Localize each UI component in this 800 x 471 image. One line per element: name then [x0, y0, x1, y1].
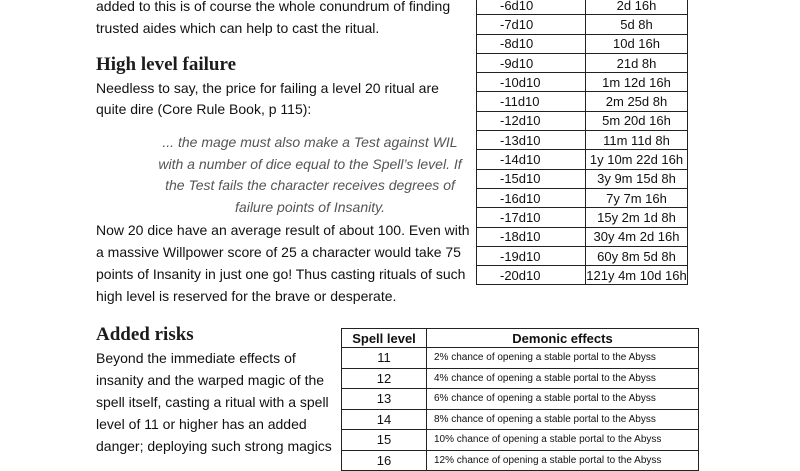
quote-line: failure points of Insanity.: [235, 198, 385, 215]
table-cell: 14: [342, 409, 427, 430]
paragraph-line: quite dire (Core Rule Book, p 115):: [96, 101, 312, 117]
paragraph-line: Beyond the immediate effects of: [96, 350, 296, 366]
table-cell: -17d10: [477, 208, 586, 227]
paragraph-line: Now 20 dice have an average result of about 100. Even with: [96, 222, 470, 238]
table-cell: 15: [342, 430, 427, 451]
table-row: [342, 430, 699, 451]
table-row: [477, 53, 688, 72]
table-cell: 60y 8m 5d 8h: [586, 246, 688, 265]
table-cell: 16: [342, 450, 427, 471]
paragraph-line: spell itself, casting a ritual with a spell: [96, 394, 329, 410]
table-cell: 2d 16h: [586, 0, 688, 15]
paragraph-line: danger; deploying such strong magics: [96, 438, 332, 454]
table-row: [477, 246, 688, 265]
paragraph-line: points of Insanity in just one go! Thus casting rituals of such: [96, 266, 466, 282]
intro-line-2: trusted aides which can help to cast the ritual.: [96, 20, 380, 36]
table-cell: 5m 20d 16h: [586, 111, 688, 130]
intro-line-1: added to this is of course the whole conundrum of finding: [96, 0, 451, 14]
quote-line: ... the mage must also make a Test against WIL: [162, 134, 458, 150]
table-row: [477, 208, 688, 227]
table-cell: -15d10: [477, 169, 586, 188]
table-row: [477, 266, 688, 285]
table-row: [477, 131, 688, 150]
table-cell: -7d10: [477, 15, 586, 34]
table-cell: 11: [342, 348, 427, 369]
table-cell: -10d10: [477, 73, 586, 92]
table-cell: 7y 7m 16h: [586, 188, 688, 207]
table-cell: 21d 8h: [586, 53, 688, 72]
table-row: [477, 15, 688, 34]
table-cell: 11m 11d 8h: [586, 131, 688, 150]
table-header-row: [342, 329, 699, 348]
table-row: [477, 227, 688, 246]
table-cell: 8% chance of opening a stable portal to the Abyss: [427, 409, 699, 430]
table-row: [477, 150, 688, 169]
table-cell: 10% chance of opening a stable portal to the Abyss: [427, 430, 699, 451]
table-row: [477, 92, 688, 111]
table-cell: -6d10: [477, 0, 586, 15]
table-row: [477, 111, 688, 130]
quote-line: the Test fails the character receives degrees of: [165, 177, 455, 193]
table-row: [342, 409, 699, 430]
table-cell: 30y 4m 2d 16h: [586, 227, 688, 246]
table-cell: 3y 9m 15d 8h: [586, 169, 688, 188]
table-cell: 12: [342, 368, 427, 389]
table-cell: 6% chance of opening a stable portal to the Abyss: [427, 389, 699, 410]
quote-line: with a number of dice equal to the Spell’s level. If: [158, 155, 462, 172]
table-cell: 1y 10m 22d 16h: [586, 150, 688, 169]
paragraph-line: insanity and the warped magic of the: [96, 372, 325, 388]
table-row: [342, 450, 699, 471]
heading-added-risks: Added risks: [96, 324, 194, 345]
table-cell: 4% chance of opening a stable portal to the Abyss: [427, 368, 699, 389]
ritual-duration-table: [476, 0, 688, 285]
table-cell: 121y 4m 10d 16h: [586, 266, 688, 285]
table-cell: -9d10: [477, 53, 586, 72]
table-row: [477, 73, 688, 92]
table-row: [477, 169, 688, 188]
table-cell: 2% chance of opening a stable portal to the Abyss: [427, 348, 699, 369]
paragraph-line: level of 11 or higher has an added: [96, 416, 307, 432]
table-cell: -13d10: [477, 131, 586, 150]
table-row: [342, 389, 699, 410]
table-cell: 5d 8h: [586, 15, 688, 34]
table-cell: 2m 25d 8h: [586, 92, 688, 111]
table-cell: -8d10: [477, 34, 586, 53]
table-cell: 13: [342, 389, 427, 410]
table-cell: 10d 16h: [586, 34, 688, 53]
table-cell: 1m 12d 16h: [586, 73, 688, 92]
block-quote: [150, 132, 470, 218]
table-row: [477, 34, 688, 53]
table-row: [342, 348, 699, 369]
table-cell: -16d10: [477, 188, 586, 207]
column-header-demonic-effects: Demonic effects: [427, 329, 699, 348]
table-cell: 12% chance of opening a stable portal to the Abyss: [427, 450, 699, 471]
table-cell: -19d10: [477, 246, 586, 265]
table-cell: -20d10: [477, 266, 586, 285]
table-row: [477, 0, 688, 15]
paragraph-line: Needless to say, the price for failing a level 20 ritual are: [96, 80, 439, 96]
table-cell: -11d10: [477, 92, 586, 111]
table-cell: -14d10: [477, 150, 586, 169]
table-cell: 15y 2m 1d 8h: [586, 208, 688, 227]
paragraph-line: a massive Willpower score of 25 a character would take 75: [96, 244, 461, 260]
table-cell: -12d10: [477, 111, 586, 130]
table-row: [342, 368, 699, 389]
column-header-spell-level: Spell level: [342, 329, 427, 348]
paragraph-line: high level is reserved for the brave or desperate.: [96, 288, 397, 304]
table-cell: -18d10: [477, 227, 586, 246]
heading-high-level-failure: High level failure: [96, 54, 237, 75]
table-row: [477, 188, 688, 207]
